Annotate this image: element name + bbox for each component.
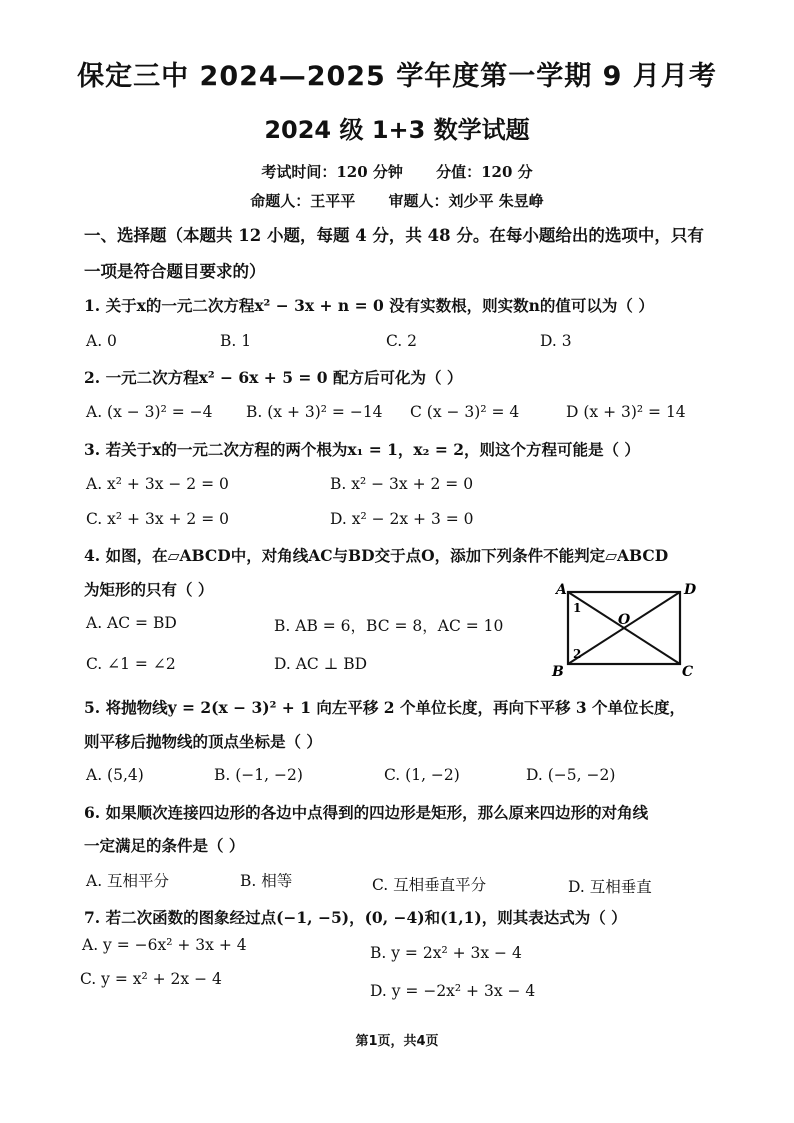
question-7-stem: 7. 若二次函数的图象经过点(−1, −5)，(0, −4)和(1,1)，则其表达式为（ ） xyxy=(84,908,627,927)
question-5-option-c: C. (1, −2) xyxy=(384,766,460,784)
exam-author: 命题人：王平平 xyxy=(250,192,356,210)
question-2-option-c: C (x − 3)² = 4 xyxy=(410,403,520,421)
question-4-stem: 4. 如图，在▱ABCD中，对角线AC与BD交于点O，添加下列条件不能判定▱ABCD xyxy=(84,546,669,565)
question-1-option-a: A. 0 xyxy=(86,332,117,350)
figure-label-o: O xyxy=(618,612,631,628)
figure-label-d: D xyxy=(684,582,697,598)
question-2-option-a: A. (x − 3)² = −4 xyxy=(86,403,213,421)
question-3-option-d: D. x² − 2x + 3 = 0 xyxy=(330,510,474,528)
question-5-option-b: B. (−1, −2) xyxy=(214,766,303,784)
question-4-option-a: A. AC = BD xyxy=(86,614,177,632)
question-2-stem: 2. 一元二次方程x² − 6x + 5 = 0 配方后可化为（ ） xyxy=(84,368,463,387)
question-5-stem: 5. 将抛物线y = 2(x − 3)² + 1 向左平移 2 个单位长度，再向下平移 3 个单位长度， xyxy=(84,698,686,717)
section-heading-cont: 一项是符合题目要求的） xyxy=(84,262,266,281)
question-5-option-d: D. (−5, −2) xyxy=(526,766,616,784)
section-heading: 一、选择题（本题共 12 小题，每题 4 分，共 48 分。在每小题给出的选项中，只有 xyxy=(84,226,704,245)
question-6-stem-cont: 一定满足的条件是（ ） xyxy=(84,836,245,855)
question-6-option-b: B. 相等 xyxy=(240,872,293,890)
question-7-option-c: C. y = x² + 2x − 4 xyxy=(80,970,222,988)
question-2-option-d: D (x + 3)² = 14 xyxy=(566,403,686,421)
exam-score: 分值：120 分 xyxy=(436,163,533,181)
exam-meta-line-1 xyxy=(0,161,794,182)
question-1-option-d: D. 3 xyxy=(540,332,572,350)
page-footer: 第1页，共4页 xyxy=(355,1034,439,1049)
exam-subtitle: 2024 级 1+3 数学试题 xyxy=(264,116,530,144)
question-7-option-a: A. y = −6x² + 3x + 4 xyxy=(82,936,247,954)
parallelogram-figure xyxy=(548,580,698,680)
question-6-option-d: D. 互相垂直 xyxy=(568,878,652,896)
figure-angle-2: 2 xyxy=(573,647,582,661)
figure-angle-1: 1 xyxy=(573,601,582,615)
question-3-option-b: B. x² − 3x + 2 = 0 xyxy=(330,475,474,493)
question-3-option-c: C. x² + 3x + 2 = 0 xyxy=(86,510,229,528)
question-4-stem-cont: 为矩形的只有（ ） xyxy=(84,580,214,599)
question-6-option-a: A. 互相平分 xyxy=(86,872,170,890)
exam-reviewer: 审题人：刘少平 朱昱峥 xyxy=(388,192,544,210)
question-3-stem: 3. 若关于x的一元二次方程的两个根为x₁ = 1，x₂ = 2，则这个方程可能是（ ） xyxy=(84,440,640,459)
question-6-option-c: C. 互相垂直平分 xyxy=(372,876,487,894)
figure-label-a: A xyxy=(556,582,567,598)
exam-time: 考试时间：120 分钟 xyxy=(261,163,403,181)
question-3-option-a: A. x² + 3x − 2 = 0 xyxy=(86,475,229,493)
question-6-stem: 6. 如果顺次连接四边形的各边中点得到的四边形是矩形，那么原来四边形的对角线 xyxy=(84,803,649,822)
figure-label-b: B xyxy=(552,664,564,680)
question-1-option-c: C. 2 xyxy=(386,332,418,350)
question-4-option-b: B. AB = 6，BC = 8，AC = 10 xyxy=(274,617,504,635)
question-7-option-d: D. y = −2x² + 3x − 4 xyxy=(370,982,536,1000)
question-5-option-a: A. (5,4) xyxy=(86,766,144,784)
question-4-option-d: D. AC ⊥ BD xyxy=(274,655,368,673)
question-7-option-b: B. y = 2x² + 3x − 4 xyxy=(370,944,522,962)
question-2-option-b: B. (x + 3)² = −14 xyxy=(246,403,383,421)
figure-label-c: C xyxy=(682,664,694,680)
exam-meta-line-2 xyxy=(0,190,794,211)
question-1-stem: 1. 关于x的一元二次方程x² − 3x + n = 0 没有实数根，则实数n的值可以为（ ） xyxy=(84,296,654,315)
question-5-stem-cont: 则平移后抛物线的顶点坐标是（ ） xyxy=(84,732,322,751)
exam-title: 保定三中 2024—2025 学年度第一学期 9 月月考 xyxy=(77,61,717,92)
question-4-option-c: C. ∠1 = ∠2 xyxy=(86,655,176,673)
question-1-option-b: B. 1 xyxy=(220,332,252,350)
